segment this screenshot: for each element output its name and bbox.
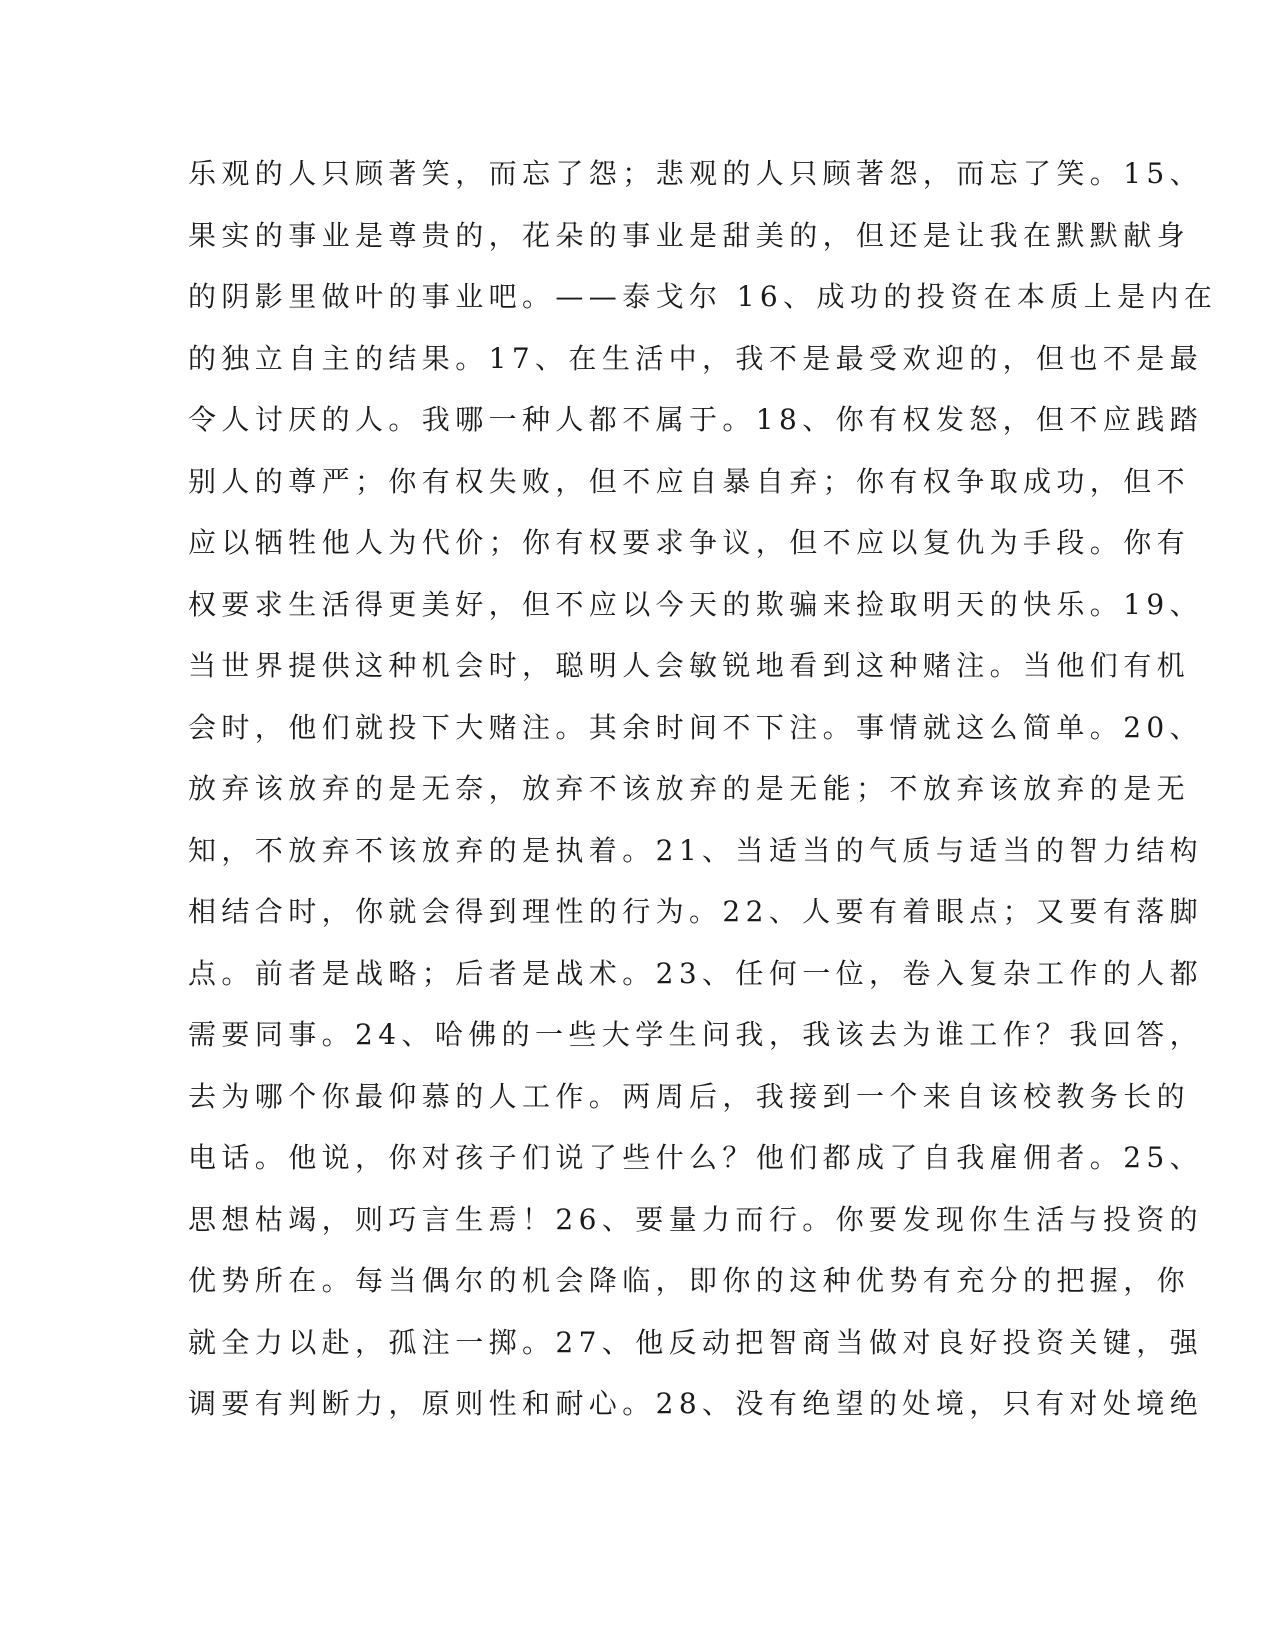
text-line: 知，不放弃不该放弃的是执着。21、当适当的气质与适当的智力结构 [188, 833, 1204, 867]
text-line: 的独立自主的结果。17、在生活中，我不是最受欢迎的，但也不是最 [188, 341, 1204, 375]
text-line: 点。前者是战略；后者是战术。23、任何一位，卷入复杂工作的人都 [188, 956, 1204, 990]
text-line: 需要同事。24、哈佛的一些大学生问我，我该去为谁工作？我回答， [188, 1018, 1204, 1051]
text-line: 果实的事业是尊贵的，花朵的事业是甜美的，但还是让我在默默献身 [188, 218, 1191, 252]
text-line: 会时，他们就投下大赌注。其余时间不下注。事情就这么简单。20、 [188, 710, 1204, 744]
text-line: 相结合时，你就会得到理性的行为。22、人要有着眼点；又要有落脚 [188, 895, 1204, 928]
text-line: 放弃该放弃的是无奈，放弃不该放弃的是无能；不放弃该放弃的是无 [188, 772, 1191, 805]
text-line: 思想枯竭，则巧言生焉！26、要量力而行。你要发现你生活与投资的 [188, 1202, 1204, 1236]
text-line: 去为哪个你最仰慕的人工作。两周后，我接到一个来自该校教务长的 [188, 1079, 1191, 1113]
text-line: 当世界提供这种机会时，聪明人会敏锐地看到这种赌注。当他们有机 [188, 649, 1191, 682]
text-line: 别人的尊严；你有权失败，但不应自暴自弃；你有权争取成功，但不 [188, 464, 1191, 498]
text-line: 调要有判断力，原则性和耐心。28、没有绝望的处境，只有对处境绝 [188, 1387, 1204, 1420]
text-line: 乐观的人只顾著笑，而忘了怨；悲观的人只顾著怨，而忘了笑。15、 [188, 157, 1204, 190]
text-line: 就全力以赴，孤注一掷。27、他反动把智商当做对良好投资关键，强 [188, 1325, 1204, 1359]
body-text [188, 156, 1218, 1448]
text-line: 电话。他说，你对孩子们说了些什么？他们都成了自我雇佣者。25、 [188, 1141, 1204, 1174]
text-line: 权要求生活得更美好，但不应以今天的欺骗来捡取明天的快乐。19、 [188, 587, 1204, 621]
text-line: 令人讨厌的人。我哪一种人都不属于。18、你有权发怒，但不应践踏 [188, 403, 1204, 436]
text-line: 优势所在。每当偶尔的机会降临，即你的这种优势有充分的把握，你 [188, 1264, 1191, 1297]
text-line: 的阴影里做叶的事业吧。——泰戈尔 16、成功的投资在本质上是内在 [188, 280, 1218, 313]
text-line: 应以牺牲他人为代价；你有权要求争议，但不应以复仇为手段。你有 [188, 526, 1191, 559]
